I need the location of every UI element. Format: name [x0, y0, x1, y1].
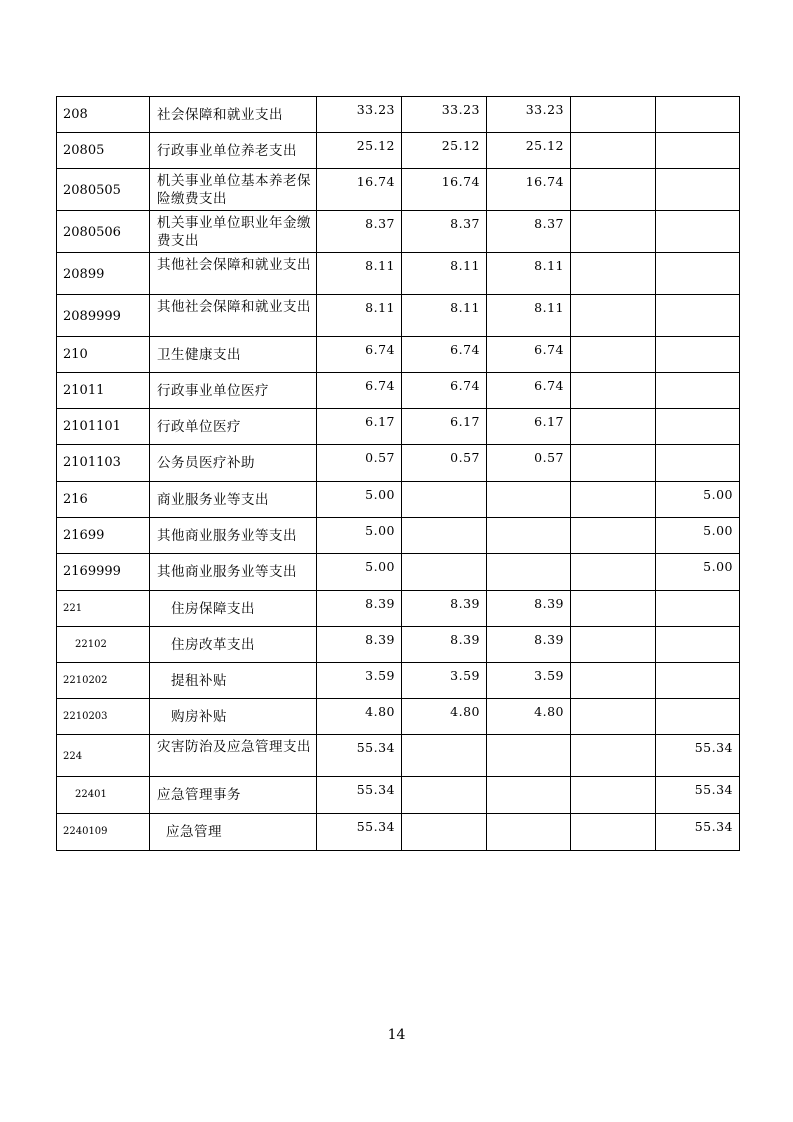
value-cell: [402, 554, 487, 591]
table-row: [57, 735, 740, 777]
value-cell: 8.39: [402, 627, 487, 663]
name-cell: 应急管理: [150, 814, 317, 851]
value-cell: 4.80: [487, 699, 571, 735]
value-cell: 6.74: [317, 373, 402, 409]
code-cell: 216: [57, 482, 150, 518]
table-row: [57, 253, 740, 295]
value-cell: [571, 337, 656, 373]
value-cell: 6.74: [487, 337, 571, 373]
code-cell: 21011: [57, 373, 150, 409]
code-cell: 22401: [57, 777, 150, 814]
value-cell: 3.59: [402, 663, 487, 699]
table-row: [57, 482, 740, 518]
value-cell: [571, 373, 656, 409]
value-cell: 55.34: [317, 777, 402, 814]
table-row: [57, 518, 740, 554]
value-cell: [571, 554, 656, 591]
value-cell: 25.12: [317, 133, 402, 169]
value-cell: 8.39: [487, 591, 571, 627]
value-cell: [656, 211, 740, 253]
code-cell: 2240109: [57, 814, 150, 851]
value-cell: [487, 735, 571, 777]
code-cell: 2169999: [57, 554, 150, 591]
value-cell: 33.23: [487, 97, 571, 133]
value-cell: 6.17: [317, 409, 402, 445]
code-cell: 2101101: [57, 409, 150, 445]
table-row: [57, 699, 740, 735]
value-cell: 8.39: [402, 591, 487, 627]
value-cell: [571, 211, 656, 253]
table-row: [57, 777, 740, 814]
value-cell: [571, 518, 656, 554]
value-cell: [487, 777, 571, 814]
value-cell: [656, 627, 740, 663]
value-cell: 8.37: [402, 211, 487, 253]
value-cell: [571, 169, 656, 211]
name-cell: 商业服务业等支出: [150, 482, 317, 518]
code-cell: 2080506: [57, 211, 150, 253]
page-number: 14: [387, 1027, 406, 1043]
value-cell: 16.74: [317, 169, 402, 211]
value-cell: 5.00: [656, 554, 740, 591]
value-cell: 8.11: [402, 253, 487, 295]
value-cell: [571, 97, 656, 133]
name-cell: 机关事业单位基本养老保险缴费支出: [150, 169, 317, 211]
table-row: [57, 445, 740, 482]
value-cell: [487, 482, 571, 518]
table-row: [57, 295, 740, 337]
code-cell: 20899: [57, 253, 150, 295]
budget-table-container: [56, 96, 740, 851]
value-cell: [656, 253, 740, 295]
value-cell: [487, 518, 571, 554]
value-cell: 6.74: [402, 373, 487, 409]
name-cell: 提租补贴: [150, 663, 317, 699]
name-cell: 机关事业单位职业年金缴费支出: [150, 211, 317, 253]
value-cell: 8.11: [317, 253, 402, 295]
value-cell: [571, 482, 656, 518]
value-cell: 6.74: [402, 337, 487, 373]
value-cell: 3.59: [487, 663, 571, 699]
table-row: [57, 554, 740, 591]
code-cell: 208: [57, 97, 150, 133]
value-cell: [656, 169, 740, 211]
code-cell: 22102: [57, 627, 150, 663]
name-cell: 灾害防治及应急管理支出: [150, 735, 317, 777]
value-cell: [571, 133, 656, 169]
value-cell: [402, 814, 487, 851]
name-cell: 购房补贴: [150, 699, 317, 735]
value-cell: 55.34: [317, 735, 402, 777]
name-cell: 住房保障支出: [150, 591, 317, 627]
table-row: [57, 97, 740, 133]
table-row: [57, 337, 740, 373]
code-cell: 221: [57, 591, 150, 627]
name-cell: 其他商业服务业等支出: [150, 554, 317, 591]
value-cell: 55.34: [656, 735, 740, 777]
code-cell: 21699: [57, 518, 150, 554]
value-cell: 8.37: [487, 211, 571, 253]
value-cell: [656, 409, 740, 445]
value-cell: 55.34: [656, 814, 740, 851]
table-row: [57, 814, 740, 851]
value-cell: 6.17: [402, 409, 487, 445]
name-cell: 其他商业服务业等支出: [150, 518, 317, 554]
table-row: [57, 409, 740, 445]
value-cell: [487, 554, 571, 591]
value-cell: 6.74: [487, 373, 571, 409]
name-cell: 应急管理事务: [150, 777, 317, 814]
value-cell: [571, 777, 656, 814]
value-cell: 5.00: [317, 554, 402, 591]
value-cell: [487, 814, 571, 851]
value-cell: [656, 97, 740, 133]
code-cell: 2210203: [57, 699, 150, 735]
name-cell: 行政事业单位养老支出: [150, 133, 317, 169]
value-cell: [571, 409, 656, 445]
name-cell: 卫生健康支出: [150, 337, 317, 373]
name-cell: 社会保障和就业支出: [150, 97, 317, 133]
value-cell: 5.00: [317, 482, 402, 518]
value-cell: 4.80: [402, 699, 487, 735]
value-cell: 8.11: [487, 295, 571, 337]
code-cell: 224: [57, 735, 150, 777]
expenditure-table: [56, 96, 740, 851]
name-cell: 其他社会保障和就业支出: [150, 295, 317, 337]
code-cell: 210: [57, 337, 150, 373]
value-cell: 5.00: [656, 482, 740, 518]
value-cell: 5.00: [656, 518, 740, 554]
value-cell: 6.74: [317, 337, 402, 373]
value-cell: [656, 295, 740, 337]
value-cell: [571, 735, 656, 777]
code-cell: 20805: [57, 133, 150, 169]
value-cell: 16.74: [402, 169, 487, 211]
value-cell: [571, 295, 656, 337]
table-row: [57, 133, 740, 169]
value-cell: [571, 814, 656, 851]
value-cell: [571, 445, 656, 482]
name-cell: 行政事业单位医疗: [150, 373, 317, 409]
value-cell: 5.00: [317, 518, 402, 554]
value-cell: 33.23: [402, 97, 487, 133]
value-cell: [656, 663, 740, 699]
value-cell: [571, 591, 656, 627]
value-cell: 8.39: [317, 591, 402, 627]
value-cell: [402, 482, 487, 518]
value-cell: 8.11: [487, 253, 571, 295]
value-cell: [656, 591, 740, 627]
value-cell: [656, 337, 740, 373]
code-cell: 2210202: [57, 663, 150, 699]
value-cell: [656, 445, 740, 482]
name-cell: 行政单位医疗: [150, 409, 317, 445]
value-cell: 4.80: [317, 699, 402, 735]
value-cell: 6.17: [487, 409, 571, 445]
value-cell: 8.39: [487, 627, 571, 663]
value-cell: [656, 133, 740, 169]
value-cell: 55.34: [656, 777, 740, 814]
value-cell: 0.57: [317, 445, 402, 482]
code-cell: 2089999: [57, 295, 150, 337]
name-cell: 住房改革支出: [150, 627, 317, 663]
table-row: [57, 627, 740, 663]
value-cell: 16.74: [487, 169, 571, 211]
value-cell: 55.34: [317, 814, 402, 851]
value-cell: [571, 699, 656, 735]
value-cell: [571, 627, 656, 663]
code-cell: 2080505: [57, 169, 150, 211]
value-cell: [402, 777, 487, 814]
value-cell: 8.37: [317, 211, 402, 253]
value-cell: [656, 699, 740, 735]
table-row: [57, 663, 740, 699]
value-cell: [571, 663, 656, 699]
value-cell: 25.12: [487, 133, 571, 169]
value-cell: 0.57: [402, 445, 487, 482]
table-row: [57, 373, 740, 409]
table-row: [57, 169, 740, 211]
value-cell: 8.11: [317, 295, 402, 337]
name-cell: 公务员医疗补助: [150, 445, 317, 482]
code-cell: 2101103: [57, 445, 150, 482]
value-cell: [402, 735, 487, 777]
value-cell: 8.11: [402, 295, 487, 337]
value-cell: [571, 253, 656, 295]
value-cell: 33.23: [317, 97, 402, 133]
table-row: [57, 591, 740, 627]
value-cell: 25.12: [402, 133, 487, 169]
value-cell: [402, 518, 487, 554]
name-cell: 其他社会保障和就业支出: [150, 253, 317, 295]
table-row: [57, 211, 740, 253]
value-cell: [656, 373, 740, 409]
value-cell: 0.57: [487, 445, 571, 482]
value-cell: 3.59: [317, 663, 402, 699]
value-cell: 8.39: [317, 627, 402, 663]
